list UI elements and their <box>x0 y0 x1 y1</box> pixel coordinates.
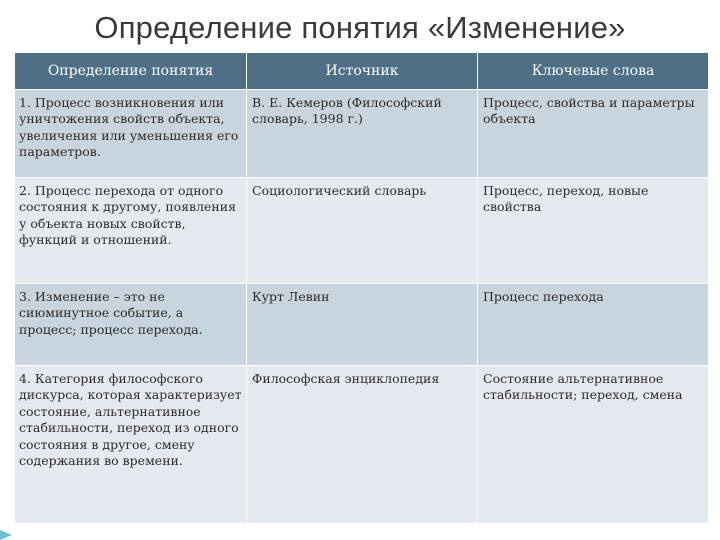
source-cell: Социологический словарь <box>247 178 478 284</box>
column-header-source: Источник <box>247 53 478 90</box>
table-row <box>15 366 709 524</box>
slide-corner-arrow-icon <box>0 530 12 540</box>
definitions-table <box>14 52 709 524</box>
definition-cell: 4. Категория философского дискурса, которая характеризует состояние, альтернативное стабильности, переход из одного состояния в другое, смену содержания во времени. <box>15 366 247 524</box>
table-row <box>15 178 709 284</box>
table-row <box>15 284 709 366</box>
definition-cell: 3. Изменение – это не сиюминутное событие, а процесс; процесс перехода. <box>15 284 247 366</box>
keywords-cell: Состояние альтернативное стабильности; переход, смена <box>478 366 709 524</box>
source-cell: Философская энциклопедия <box>247 366 478 524</box>
source-cell: В. Е. Кемеров (Философский словарь, 1998 г.) <box>247 90 478 178</box>
column-header-keywords: Ключевые слова <box>478 53 709 90</box>
source-cell: Курт Левин <box>247 284 478 366</box>
table-header-row <box>15 53 709 90</box>
definition-cell: 1. Процесс возникновения или уничтожения свойств объекта, увеличения или уменьшения его параметров. <box>15 90 247 178</box>
keywords-cell: Процесс, переход, новые свойства <box>478 178 709 284</box>
definition-cell: 2. Процесс перехода от одного состояния к другому, появления у объекта новых свойств, функций и отношений. <box>15 178 247 284</box>
keywords-cell: Процесс, свойства и параметры объекта <box>478 90 709 178</box>
keywords-cell: Процесс перехода <box>478 284 709 366</box>
slide-title: Определение понятия «Изменение» <box>94 10 626 45</box>
table-row <box>15 90 709 178</box>
column-header-definition: Определение понятия <box>15 53 247 90</box>
